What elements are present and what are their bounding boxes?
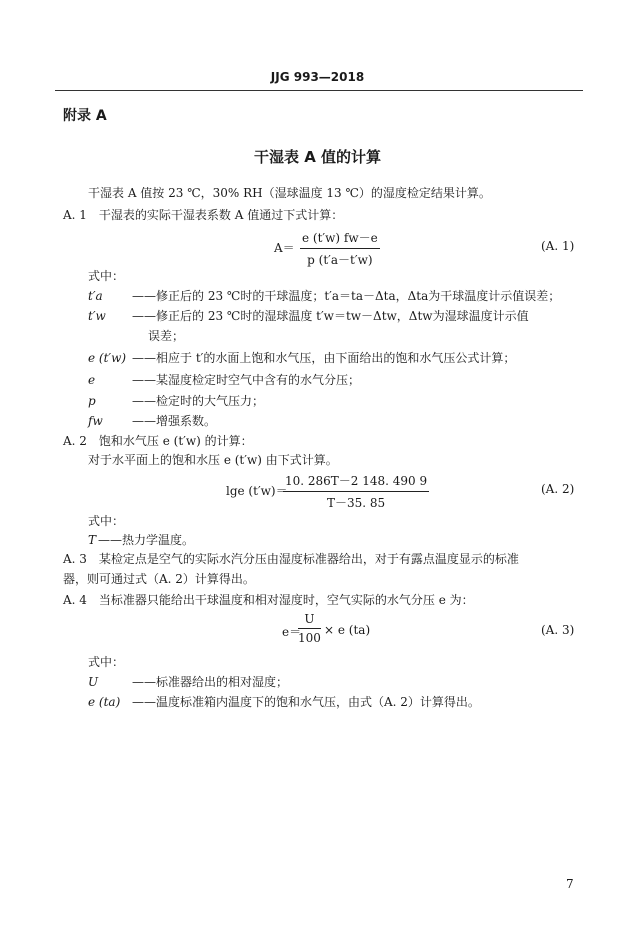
eq-a3-lhs: e＝	[282, 625, 302, 639]
def-symbol: U	[88, 675, 99, 689]
eq-a2-numerator: 10. 286T－2 148. 490 9	[283, 472, 429, 492]
eq-a2-fraction	[283, 472, 429, 511]
eq-a3-number: (A. 3)	[541, 623, 575, 637]
def-desc: ——温度标准箱内温度下的饱和水气压，由式（A. 2）计算得出。	[132, 695, 480, 709]
def-desc-T: ——热力学温度。	[98, 533, 195, 547]
eq-a1-fraction	[300, 229, 380, 268]
section-a1-text: A. 1 干湿表的实际干湿表系数 A 值通过下式计算：	[63, 208, 344, 222]
eq-a1-lhs: A＝	[274, 241, 295, 255]
def-desc: ——检定时的大气压力；	[132, 394, 265, 408]
section-a4-text: A. 4 当标准器只能给出干球温度和相对湿度时，空气实际的水气分压 e 为：	[63, 593, 474, 607]
section-a2-heading: A. 2 饱和水气压 e (t′w) 的计算：	[63, 434, 253, 448]
def-symbol: t′a	[88, 289, 103, 303]
def-symbol: e (t′w)	[88, 351, 127, 365]
def-desc: ——标准器给出的相对湿度；	[132, 675, 289, 689]
def-desc: ——修正后的 23 ℃时的干球温度；t′a＝ta－Δta，Δta为干球温度计示值误差；	[132, 289, 561, 303]
def-symbol: t′w	[88, 309, 106, 323]
where-label-1: 式中：	[88, 269, 125, 283]
page-number: 7	[566, 877, 574, 891]
eq-a3-fraction	[298, 612, 321, 645]
def-desc: ——相应于 t′的水面上饱和水气压，由下面给出的饱和水气压公式计算；	[132, 351, 516, 365]
intro-paragraph: 干湿表 A 值按 23 ℃，30% RH（湿球温度 13 ℃）的湿度检定结果计算。	[88, 186, 491, 200]
header-rule	[55, 90, 583, 91]
eq-a1-number: (A. 1)	[541, 239, 575, 253]
eq-a3-rhs: × e (ta)	[324, 623, 371, 637]
def-symbol: e (ta)	[88, 695, 121, 709]
where-label-3: 式中：	[88, 655, 125, 669]
section-a3-line2: 器，则可通过式（A. 2）计算得出。	[63, 572, 255, 586]
def-desc: ——修正后的 23 ℃时的湿球温度 t′w＝tw－Δtw，Δtw为湿球温度计示值	[132, 309, 529, 323]
section-a3-line1: A. 3 某检定点是空气的实际水汽分压由湿度标准器给出，对于有露点温度显示的标准	[63, 552, 519, 566]
appendix-label: 附录 A	[63, 108, 107, 124]
def-desc-continued: 误差；	[148, 329, 185, 343]
eq-a1-denominator: p (t′a－t′w)	[307, 253, 373, 267]
def-desc: ——增强系数。	[132, 414, 217, 428]
section-a2-text: 对于水平面上的饱和水压 e (t′w) 由下式计算。	[88, 453, 338, 467]
def-symbol: e	[88, 373, 96, 387]
eq-a2-lhs: lge (t′w)＝	[226, 484, 288, 498]
def-symbol: p	[88, 394, 96, 408]
def-symbol: fw	[88, 414, 103, 428]
document-header: JJG 993—2018	[270, 70, 365, 84]
eq-a2-denominator: T－35. 85	[326, 496, 386, 510]
def-symbol-T: T	[88, 533, 97, 547]
eq-a1-numerator: e (t′w) fw－e	[300, 229, 380, 249]
page-title: 干湿表 A 值的计算	[253, 148, 382, 166]
def-desc: ——某湿度检定时空气中含有的水气分压；	[132, 373, 361, 387]
eq-a3-denominator: 100	[298, 631, 321, 645]
eq-a3-numerator: U	[298, 612, 321, 629]
where-label-2: 式中：	[88, 514, 125, 528]
eq-a2-number: (A. 2)	[541, 482, 575, 496]
